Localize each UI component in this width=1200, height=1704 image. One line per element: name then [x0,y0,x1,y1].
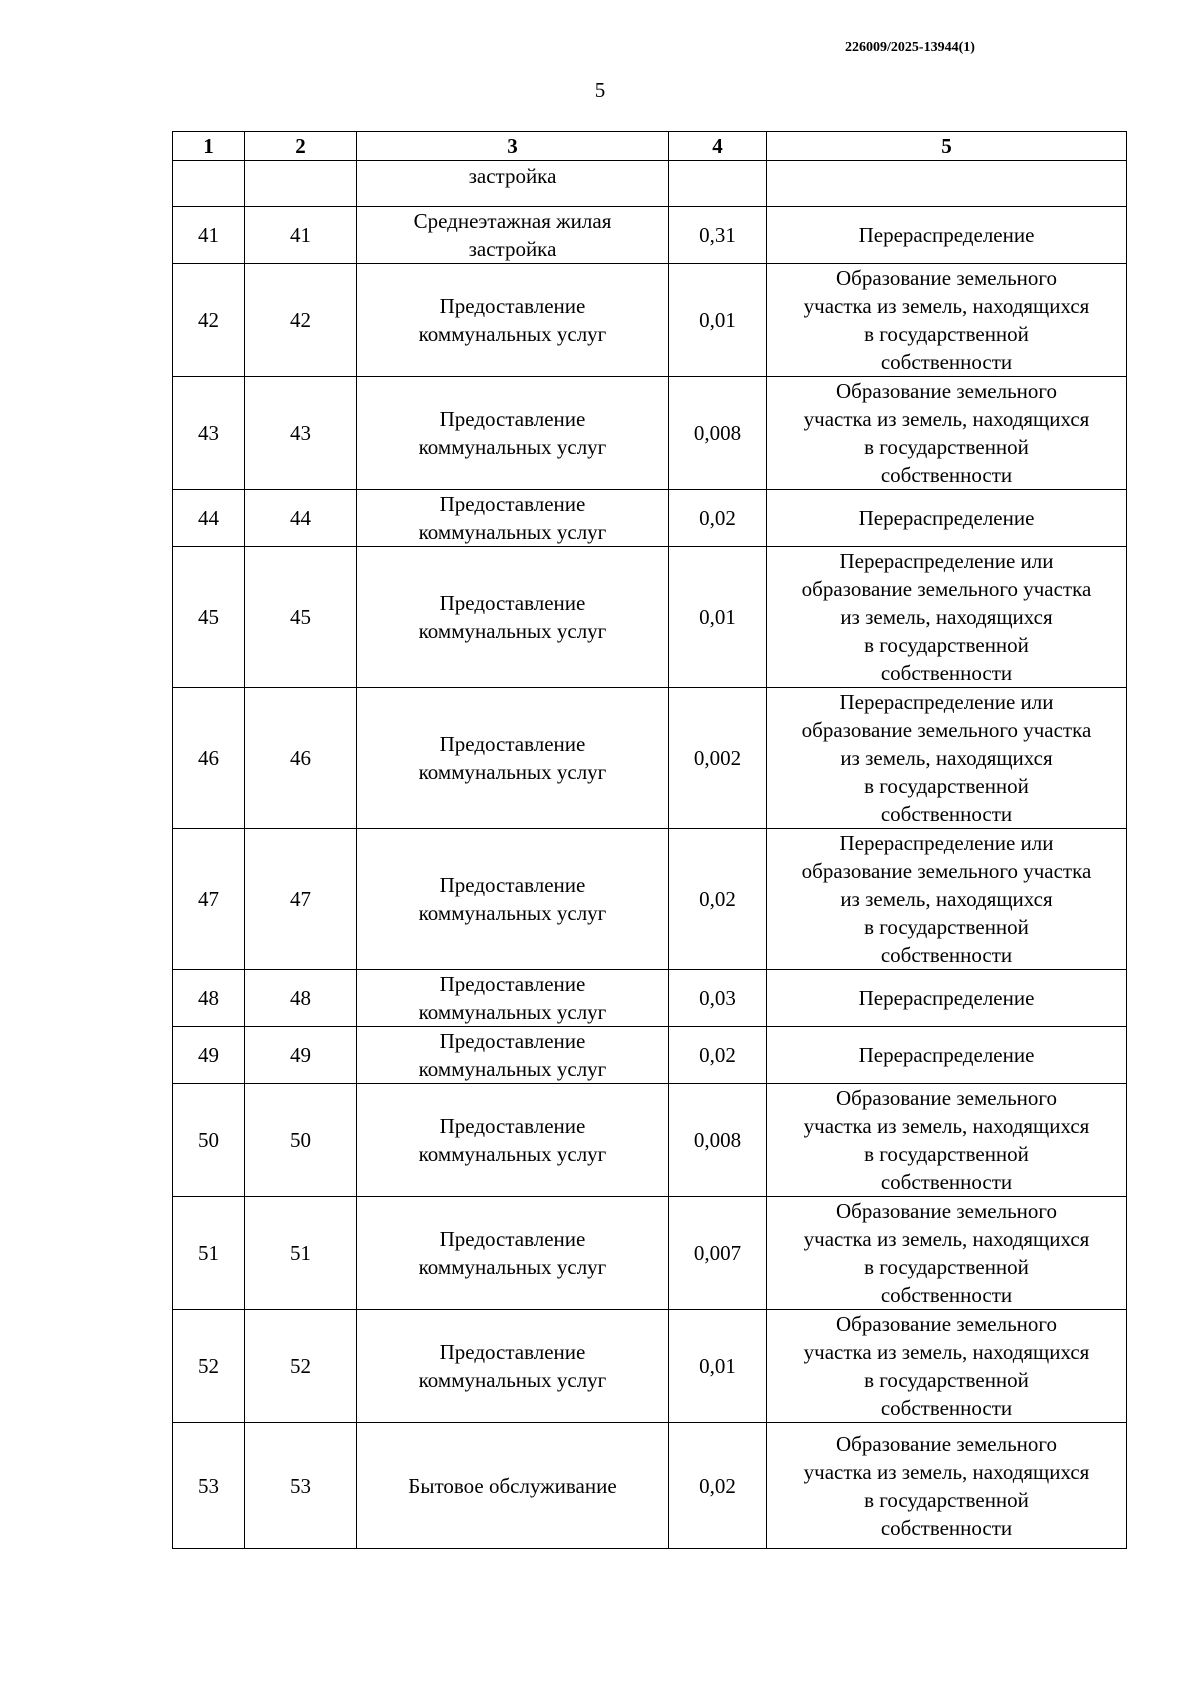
table-cell-col3 [357,1197,669,1310]
cell-text: 0,02 [699,1043,736,1067]
table-row [173,1084,1127,1197]
cell-text: 43 [290,421,311,445]
cell-text: 0,007 [693,1241,742,1265]
cell-text: Образование земельного участка из земель, находящихся в государственной собственности [803,1199,1090,1307]
cell-text: Предоставление коммунальных услуг [418,732,607,784]
table-cell-col1 [173,377,245,490]
cell-text: 42 [290,308,311,332]
cell-text: 48 [198,986,219,1010]
table-cell-col3 [357,829,669,970]
table-cell-col2 [245,970,357,1027]
cell-text: 0,008 [693,421,742,445]
cell-text: Предоставление коммунальных услуг [418,1114,607,1166]
table-row [173,1027,1127,1084]
cell-text: 0,008 [693,1128,742,1152]
cell-text: 46 [290,746,311,770]
table-cell-col2 [245,207,357,264]
table-cell-col1 [173,970,245,1027]
table-cell-col1 [173,207,245,264]
table-cell-col2 [245,264,357,377]
cell-text: Образование земельного участка из земель, находящихся в государственной собственности [803,379,1090,487]
cell-text: Предоставление коммунальных услуг [418,591,607,643]
table-cell-col3 [357,377,669,490]
table-cell-col2 [245,1423,357,1549]
table-cell-col5 [767,1423,1127,1549]
cell-text: Образование земельного участка из земель, находящихся в государственной собственности [803,1312,1090,1420]
table-cell-col2 [245,490,357,547]
table-row [173,970,1127,1027]
cell-text: Предоставление коммунальных услуг [418,972,607,1024]
cell-text: Образование земельного участка из земель, находящихся в государственной собственности [803,1086,1090,1194]
table-row [173,1423,1127,1549]
table-cell-col1 [173,1197,245,1310]
table-cell-col2 [245,1197,357,1310]
table-cell-col5 [767,1197,1127,1310]
cell-text: 45 [198,605,219,629]
table-cell-col2 [245,547,357,688]
table-cell-col3 [357,1084,669,1197]
table-cell-col5 [767,970,1127,1027]
cell-text: 49 [290,1043,311,1067]
column-header-2: 2 [245,132,357,161]
table-row [173,829,1127,970]
cell-text: 43 [198,421,219,445]
table-cell-col4 [669,1310,767,1423]
land-plots-table [172,131,1127,1549]
table-cell-col4 [669,1027,767,1084]
cell-text: Предоставление коммунальных услуг [418,407,607,459]
table-cell-col2 [245,377,357,490]
table-cell-col1 [173,161,245,207]
cell-text: 46 [198,746,219,770]
table-cell-col4 [669,490,767,547]
table-header-row [173,132,1127,161]
table-row [173,1310,1127,1423]
table-cell-col5 [767,829,1127,970]
table-cell-col5 [767,490,1127,547]
cell-text: 41 [198,223,219,247]
table-cell-col5 [767,1310,1127,1423]
table-cell-col3 [357,1027,669,1084]
table-cell-col1 [173,264,245,377]
table-cell-col2 [245,161,357,207]
cell-text: 47 [198,887,219,911]
cell-text: 50 [198,1128,219,1152]
table-cell-col5 [767,688,1127,829]
table-cell-col4 [669,970,767,1027]
cell-text: 49 [198,1043,219,1067]
cell-text: 0,02 [699,506,736,530]
cell-text: 48 [290,986,311,1010]
table-cell-col4 [669,377,767,490]
table-cell-col3 [357,547,669,688]
cell-text: застройка [468,163,557,188]
cell-text: 51 [290,1241,311,1265]
cell-text: Предоставление коммунальных услуг [418,1227,607,1279]
table-cell-col2 [245,688,357,829]
cell-text: 52 [290,1354,311,1378]
cell-text: Предоставление коммунальных услуг [418,1029,607,1081]
table-cell-col1 [173,1084,245,1197]
table-cell-col5 [767,547,1127,688]
cell-text: 52 [198,1354,219,1378]
cell-text: 0,002 [693,746,742,770]
table-row [173,490,1127,547]
cell-text: 0,02 [699,887,736,911]
cell-text: 0,01 [699,605,736,629]
cell-text: 44 [198,506,219,530]
table-row [173,1197,1127,1310]
table-row [173,264,1127,377]
cell-text: Перераспределение [858,223,1035,247]
cell-text: Среднеэтажная жилая застройка [413,209,612,261]
cell-text: Предоставление коммунальных услуг [418,294,607,346]
table-cell-col3 [357,161,669,207]
table-cell-col3 [357,1310,669,1423]
column-header-4: 4 [669,132,767,161]
cell-text: 41 [290,223,311,247]
table-cell-col3 [357,490,669,547]
cell-text: Перераспределение [858,506,1035,530]
table-cell-col3 [357,688,669,829]
cell-text: Предоставление коммунальных услуг [418,1340,607,1392]
table-cell-col4 [669,1084,767,1197]
table-row [173,161,1127,207]
table-cell-col4 [669,264,767,377]
table-cell-col1 [173,1027,245,1084]
table-cell-col5 [767,1027,1127,1084]
document-number: 226009/2025-13944(1) [845,40,975,55]
table-cell-col4 [669,1197,767,1310]
table-cell-col1 [173,1310,245,1423]
cell-text: 53 [290,1473,311,1498]
table-cell-col1 [173,547,245,688]
cell-text: 42 [198,308,219,332]
table-cell-col4 [669,1423,767,1549]
table-cell-col2 [245,1310,357,1423]
table-cell-col5 [767,161,1127,207]
table-cell-col4 [669,547,767,688]
cell-text: Предоставление коммунальных услуг [418,873,607,925]
cell-text: Перераспределение или образование земельного участка из земель, находящихся в государственной собственности [801,690,1092,826]
table-row [173,547,1127,688]
table-cell-col3 [357,1423,669,1549]
table-cell-col5 [767,377,1127,490]
cell-text: Перераспределение [858,986,1035,1010]
cell-text: 47 [290,887,311,911]
table-cell-col5 [767,207,1127,264]
table-cell-col5 [767,264,1127,377]
cell-text: 0,31 [699,223,736,247]
column-header-1: 1 [173,132,245,161]
page-number: 5 [594,78,606,102]
table-cell-col4 [669,207,767,264]
table-cell-col3 [357,970,669,1027]
cell-text: 0,01 [699,308,736,332]
table-cell-col4 [669,688,767,829]
table-cell-col1 [173,1423,245,1549]
cell-text: 0,02 [699,1473,736,1498]
table-cell-col3 [357,264,669,377]
table-cell-col2 [245,1084,357,1197]
cell-text: 0,03 [699,986,736,1010]
cell-text: Перераспределение [858,1043,1035,1067]
cell-text: Перераспределение или образование земельного участка из земель, находящихся в государственной собственности [801,549,1092,685]
cell-text: 44 [290,506,311,530]
cell-text: Перераспределение или образование земельного участка из земель, находящихся в государственной собственности [801,831,1092,967]
table-cell-col4 [669,161,767,207]
cell-text: Предоставление коммунальных услуг [418,492,607,544]
column-header-5: 5 [767,132,1127,161]
table-row [173,688,1127,829]
table-cell-col3 [357,207,669,264]
cell-text: Образование земельного участка из земель, находящихся в государственной собственности [803,1431,1090,1540]
table-cell-col5 [767,1084,1127,1197]
cell-text: 0,01 [699,1354,736,1378]
cell-text: 50 [290,1128,311,1152]
cell-text: 53 [198,1473,219,1498]
cell-text: 51 [198,1241,219,1265]
table-cell-col2 [245,1027,357,1084]
cell-text: 45 [290,605,311,629]
table-cell-col1 [173,829,245,970]
table-cell-col2 [245,829,357,970]
table-cell-col1 [173,688,245,829]
cell-text: Бытовое обслуживание [408,1473,617,1498]
table-cell-col1 [173,490,245,547]
column-header-3: 3 [357,132,669,161]
table-body [173,161,1127,1549]
cell-text: Образование земельного участка из земель, находящихся в государственной собственности [803,266,1090,374]
table-row [173,207,1127,264]
table-row [173,377,1127,490]
table-cell-col4 [669,829,767,970]
